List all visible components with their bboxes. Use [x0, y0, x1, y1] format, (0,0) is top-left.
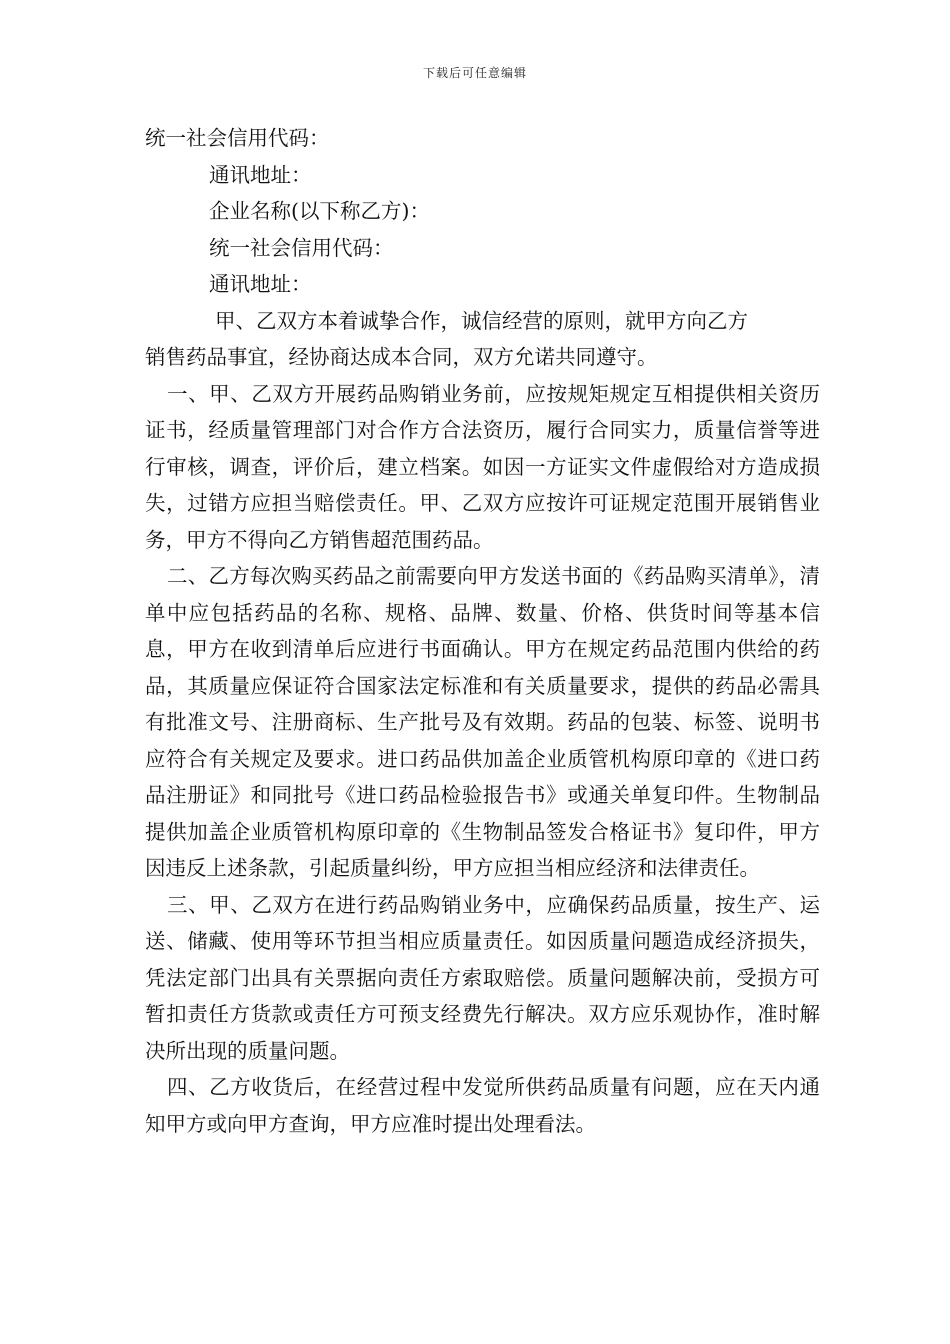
clause-4: 四、乙方收货后，在经营过程中发觉所供药品质量有问题，应在天内通知甲方或向甲方查询，甲方应准时提出处理看法。: [145, 1075, 820, 1136]
clause-3: 三、甲、乙双方在进行药品购销业务中，应确保药品质量，按生产、运送、储藏、使用等环节担当相应质量责任。如因质量问题造成经济损失，凭法定部门出具有关票据向责任方索取赔偿。质量问题解决前，受损方可暂扣责任方货款或责任方可预支经费先行解决。双方应乐观协作，准时解决所出现的质量问题。: [145, 892, 820, 1063]
intro-line-1: 甲、乙双方本着诚挚合作，诚信经营的原则，就甲方向乙方: [215, 308, 748, 333]
header-note: 下载后可任意编辑: [422, 66, 527, 80]
intro-line-2: 销售药品事宜，经协商达成本合同，双方允诺共同遵守。: [145, 345, 658, 369]
party-b-credit-code-field: 统一社会信用代码：: [209, 235, 394, 260]
clause-2: 二、乙方每次购买药品之前需要向甲方发送书面的《药品购买清单》，清单中应包括药品的名称、规格、品牌、数量、价格、供货时间等基本信息，甲方在收到清单后应进行书面确认。甲方在规定药品范围内供给的药品，其质量应保证符合国家法定标准和有关质量要求，提供的药品必需具有批准文号、注册商标、生产批号及有效期。药品的包装、标签、说明书应符合有关规定及要求。进口药品供加盖企业质管机构原印章的《进口药品注册证》和同批号《进口药品检验报告书》或通关单复印件。生物制品提供加盖企业质管机构原印章的《生物制品签发合格证书》复印件，甲方因违反上述条款，引起质量纠纷，甲方应担当相应经济和法律责任。: [145, 564, 820, 880]
contract-body: [145, 120, 820, 1142]
clause-1: 一、甲、乙双方开展药品购销业务前，应按规矩规定互相提供相关资历证书，经质量管理部门对合作方合法资历，履行合同实力，质量信誉等进行审核，调查，评价后，建立档案。如因一方证实文件虚假给对方造成损失，过错方应担当赔偿责任。甲、乙双方应按许可证规定范围开展销售业务，甲方不得向乙方销售超范围药品。: [145, 381, 820, 552]
party-a-address-field: 通讯地址：: [209, 162, 312, 187]
party-b-name-field: 企业名称(以下称乙方)：: [209, 199, 430, 223]
party-b-address-field: 通讯地址：: [209, 272, 312, 296]
party-a-credit-code-field: 统一社会信用代码：: [145, 126, 330, 150]
